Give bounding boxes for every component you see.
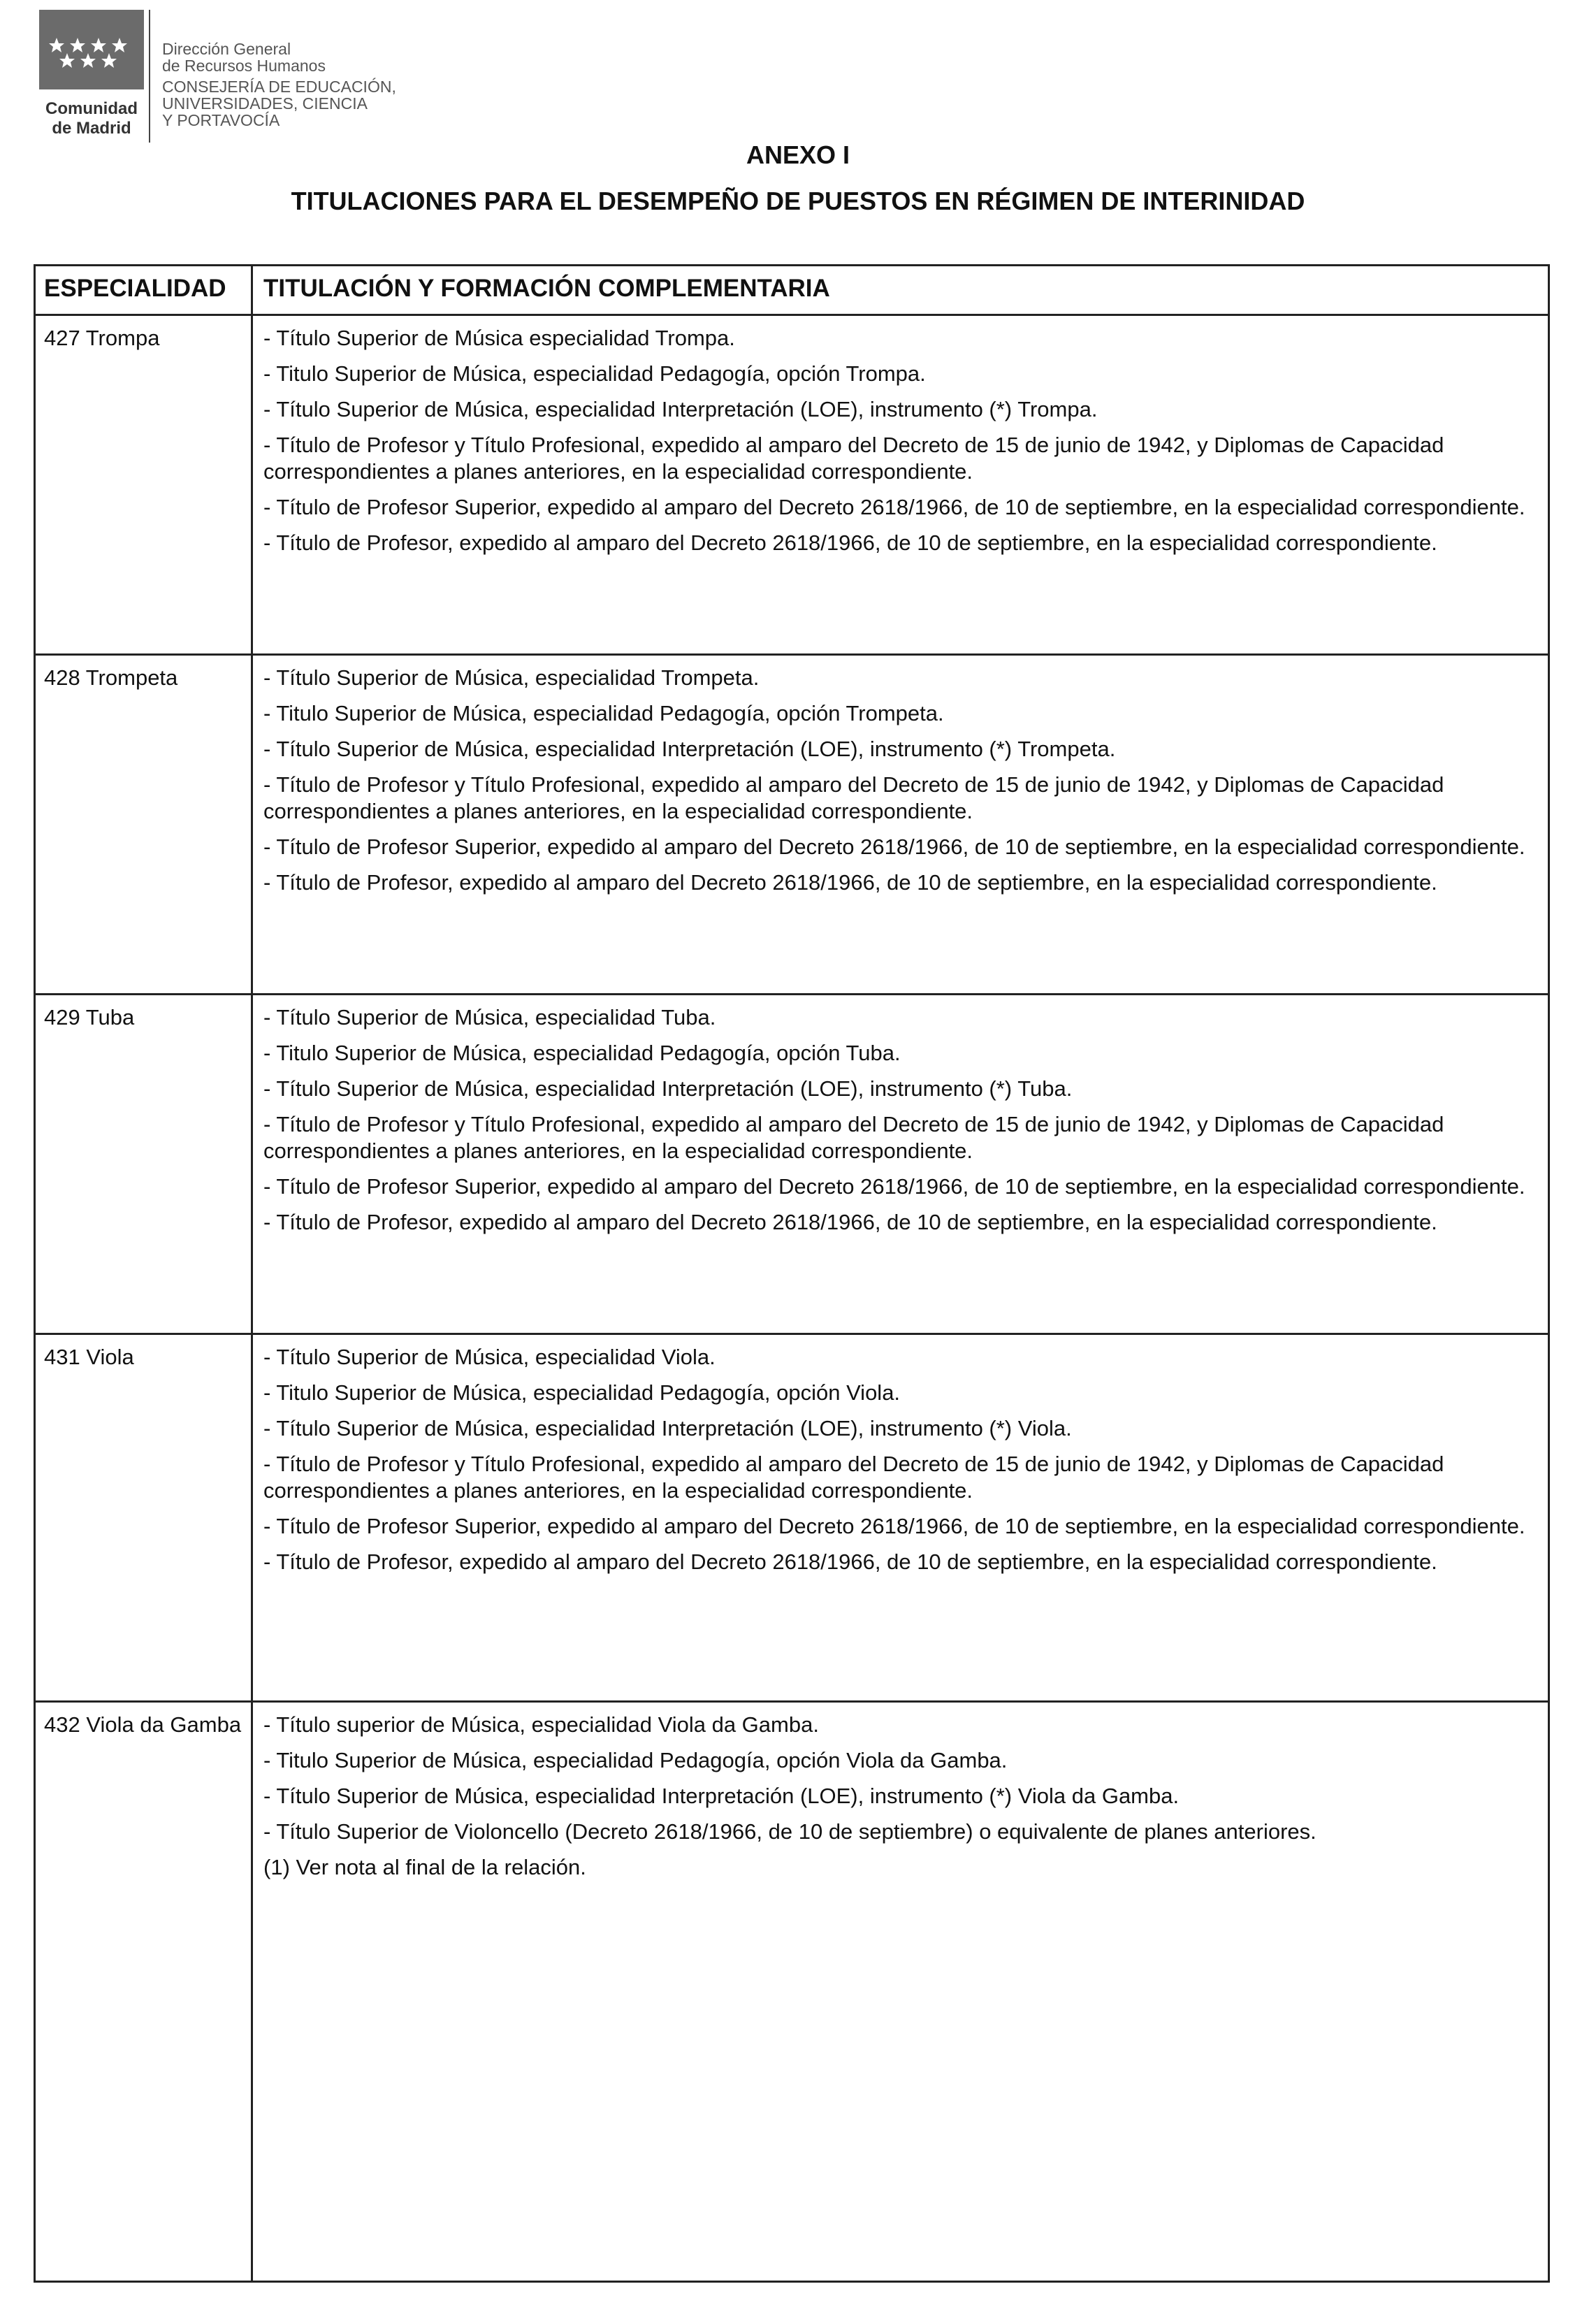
qualifications-table [34, 264, 1550, 2283]
row-specialty: 429 Tuba [44, 1005, 135, 1029]
title-item: - Titulo Superior de Música, especialidad Pedagogía, opción Tuba. [263, 1041, 901, 1065]
title-item: - Título de Profesor y Título Profesional, expedido al amparo del Decreto de 15 de junio de 1942, y Diplomas de Capacidad correspondientes a planes anteriores, en la especialidad correspondiente. [263, 1112, 1444, 1163]
title-item: - Título Superior de Música, especialidad Interpretación (LOE), instrumento (*) Tuba. [263, 1076, 1073, 1101]
header-titles: TITULACIÓN Y FORMACIÓN COMPLEMENTARIA [263, 275, 830, 302]
org-line-4: UNIVERSIDADES, CIENCIA [162, 94, 368, 113]
title-item: - Título Superior de Música, especialidad Trompeta. [263, 665, 760, 690]
title-item: - Título de Profesor, expedido al amparo del Decreto 2618/1966, de 10 de septiembre, en la especialidad correspondiente. [263, 1210, 1437, 1234]
title-item: - Titulo Superior de Música, especialidad Pedagogía, opción Trompa. [263, 361, 926, 386]
document-title: TITULACIONES PARA EL DESEMPEÑO DE PUESTOS EN RÉGIMEN DE INTERINIDAD [291, 187, 1305, 215]
row-divider [36, 1700, 1548, 1703]
row-specialty: 432 Viola da Gamba [44, 1712, 242, 1737]
title-item: - Titulo Superior de Música, especialidad Pedagogía, opción Viola da Gamba. [263, 1748, 1008, 1772]
title-item: - Título de Profesor y Título Profesional, expedido al amparo del Decreto de 15 de junio de 1942, y Diplomas de Capacidad correspondientes a planes anteriores, en la especialidad correspondiente. [263, 433, 1444, 484]
title-item: - Título superior de Música, especialidad Viola da Gamba. [263, 1712, 819, 1737]
row-specialty: 427 Trompa [44, 326, 160, 350]
title-item: - Título de Profesor, expedido al amparo del Decreto 2618/1966, de 10 de septiembre, en la especialidad correspondiente. [263, 870, 1437, 895]
title-item: - Título Superior de Música, especialidad Interpretación (LOE), instrumento (*) Trompa. [263, 397, 1098, 421]
org-line-3: CONSEJERÍA DE EDUCACIÓN, [162, 78, 396, 96]
title-item: - Título Superior de Música especialidad Trompa. [263, 326, 735, 350]
row-titles [263, 1712, 1542, 1890]
row-titles [263, 665, 1542, 905]
title-item: - Título Superior de Música, especialidad Interpretación (LOE), instrumento (*) Viola. [263, 1416, 1072, 1440]
title-item: - Título de Profesor, expedido al amparo del Decreto 2618/1966, de 10 de septiembre, en la especialidad correspondiente. [263, 1549, 1437, 1574]
row-titles [263, 1004, 1542, 1245]
annex-title: ANEXO I [746, 140, 850, 169]
title-item: - Título de Profesor Superior, expedido al amparo del Decreto 2618/1966, de 10 de septiembre, en la especialidad correspondiente. [263, 835, 1525, 859]
title-item: - Título Superior de Música, especialidad Interpretación (LOE), instrumento (*) Viola da Gamba. [263, 1784, 1180, 1808]
row-divider [36, 1333, 1548, 1335]
title-item: - Título de Profesor, expedido al amparo del Decreto 2618/1966, de 10 de septiembre, en la especialidad correspondiente. [263, 530, 1437, 555]
logo-divider [149, 10, 150, 143]
title-item: (1) Ver nota al final de la relación. [263, 1855, 586, 1879]
title-item: - Título de Profesor y Título Profesional, expedido al amparo del Decreto de 15 de junio de 1942, y Diplomas de Capacidad correspondientes a planes anteriores, en la especialidad correspondiente. [263, 1452, 1444, 1503]
title-item: - Título de Profesor y Título Profesional, expedido al amparo del Decreto de 15 de junio de 1942, y Diplomas de Capacidad correspondientes a planes anteriores, en la especialidad correspondiente. [263, 772, 1444, 823]
logo-name-line-2: de Madrid [52, 119, 131, 138]
logo-name [39, 99, 144, 138]
row-divider [36, 993, 1548, 995]
madrid-flag-icon [39, 10, 144, 89]
row-specialty: 431 Viola [44, 1345, 134, 1369]
title-item: - Título de Profesor Superior, expedido al amparo del Decreto 2618/1966, de 10 de septiembre, en la especialidad correspondiente. [263, 495, 1525, 519]
title-item: - Titulo Superior de Música, especialidad Pedagogía, opción Viola. [263, 1380, 901, 1405]
organization-text [162, 41, 396, 129]
title-item: - Título Superior de Música, especialidad Interpretación (LOE), instrumento (*) Trompeta. [263, 737, 1116, 761]
column-divider [251, 266, 253, 2281]
title-item: - Titulo Superior de Música, especialidad Pedagogía, opción Trompeta. [263, 701, 944, 725]
title-item: - Título de Profesor Superior, expedido al amparo del Decreto 2618/1966, de 10 de septiembre, en la especialidad correspondiente. [263, 1174, 1525, 1199]
org-line-2: de Recursos Humanos [162, 57, 326, 75]
row-titles [263, 325, 1542, 565]
comunidad-de-madrid-logo [39, 10, 144, 138]
row-divider [36, 653, 1548, 656]
row-specialty: 428 Trompeta [44, 665, 178, 690]
title-item: - Título de Profesor Superior, expedido al amparo del Decreto 2618/1966, de 10 de septiembre, en la especialidad correspondiente. [263, 1514, 1525, 1538]
row-titles [263, 1344, 1542, 1584]
org-line-5: Y PORTAVOCÍA [162, 111, 280, 129]
title-item: - Título Superior de Música, especialidad Viola. [263, 1345, 716, 1369]
header-specialty: ESPECIALIDAD [44, 275, 226, 302]
title-item: - Título Superior de Violoncello (Decreto 2618/1966, de 10 de septiembre) o equivalente de planes anteriores. [263, 1819, 1316, 1844]
logo-name-line-1: Comunidad [45, 99, 138, 118]
header-row-divider [36, 314, 1548, 316]
title-item: - Título Superior de Música, especialidad Tuba. [263, 1005, 716, 1029]
org-line-1: Dirección General [162, 40, 291, 58]
